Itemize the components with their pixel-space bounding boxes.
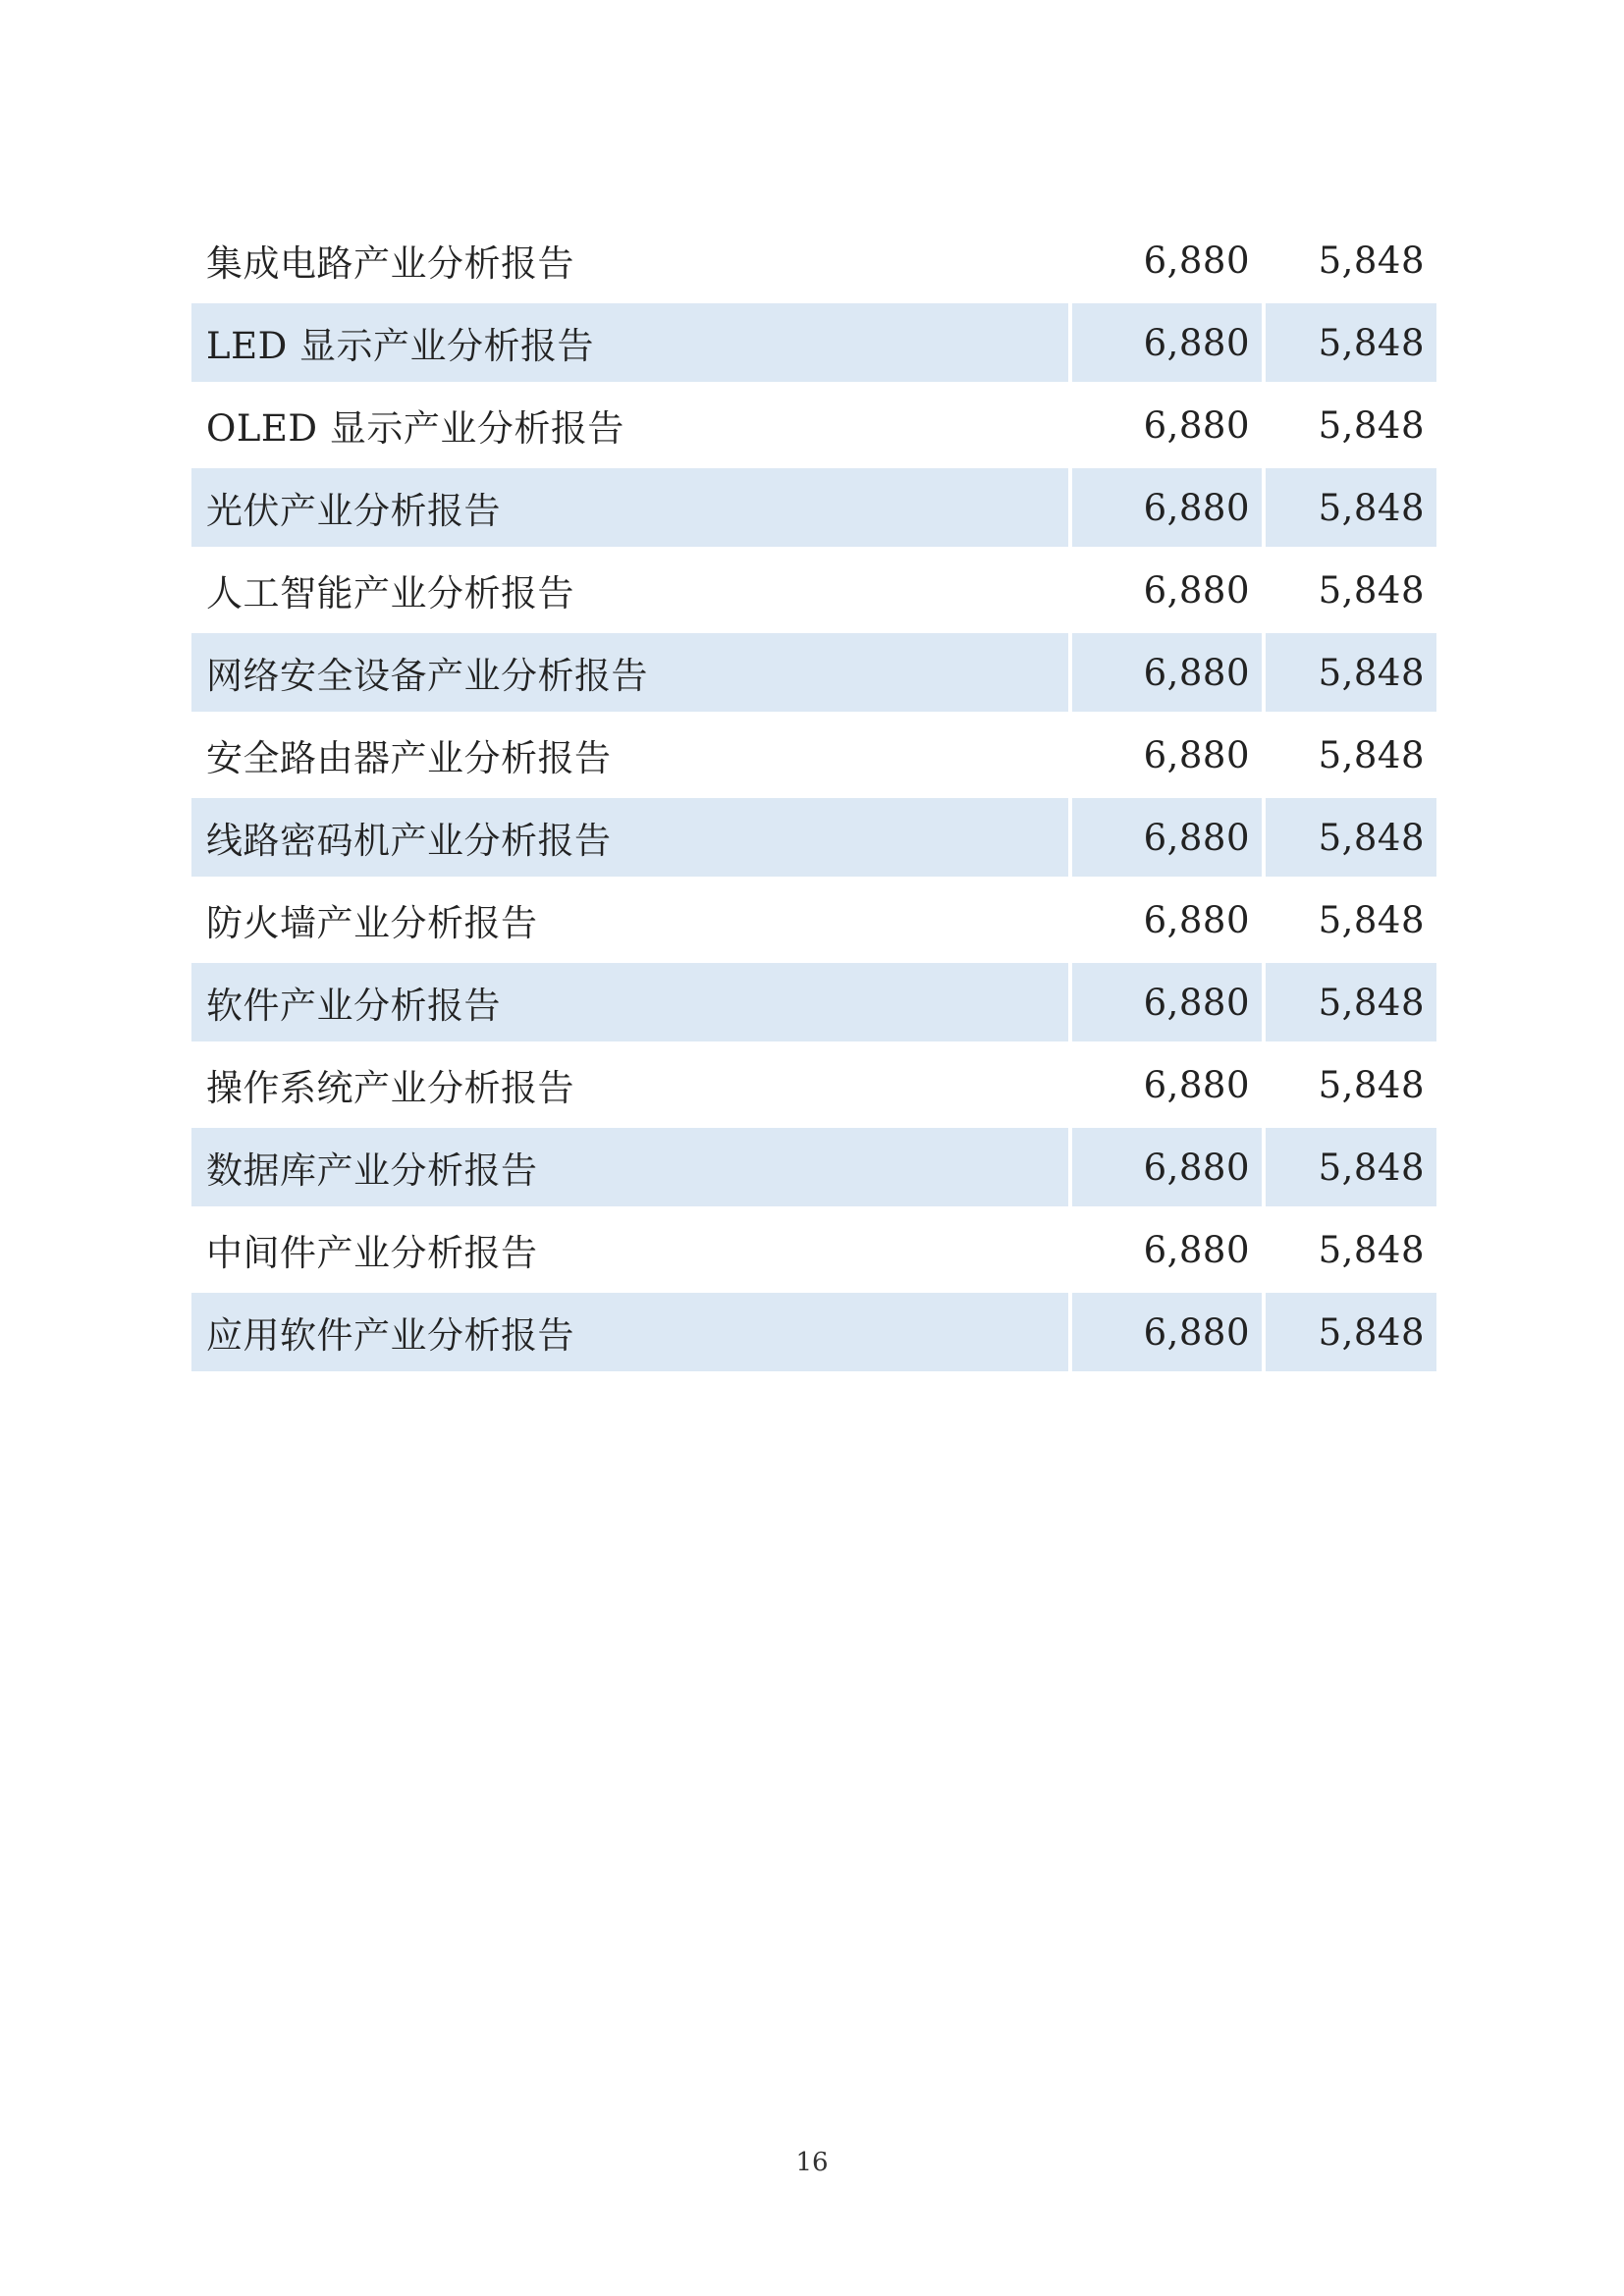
report-name: 操作系统产业分析报告 [206,1067,574,1109]
table-row [191,716,1436,794]
price-cell: 6,880 [1143,1063,1250,1106]
table-row [191,221,1436,299]
table-row [191,1045,1436,1124]
table-row [191,468,1436,547]
price-cell: 6,880 [1072,1293,1262,1371]
price-cell: 6,880 [1072,468,1262,547]
report-name: 光伏产业分析报告 [191,468,1068,547]
page-number: 16 [795,2148,829,2177]
table-row [191,798,1436,877]
table-row [191,551,1436,629]
table-row [191,1210,1436,1289]
discount-price-cell: 5,848 [1318,1063,1425,1106]
discount-price-cell: 5,848 [1266,963,1436,1041]
price-cell: 6,880 [1072,303,1262,382]
discount-price-cell: 5,848 [1266,468,1436,547]
report-name: 数据库产业分析报告 [191,1128,1068,1206]
price-cell: 6,880 [1143,403,1250,447]
price-cell: 6,880 [1143,568,1250,612]
price-cell: 6,880 [1072,963,1262,1041]
discount-price-cell: 5,848 [1266,633,1436,712]
report-name: LED 显示产业分析报告 [191,303,1068,382]
discount-price-cell: 5,848 [1318,1228,1425,1271]
report-name: 应用软件产业分析报告 [191,1293,1068,1371]
report-name: 中间件产业分析报告 [206,1232,538,1274]
price-cell: 6,880 [1072,633,1262,712]
price-cell: 6,880 [1143,733,1250,776]
report-price-table [191,221,1436,1375]
price-cell: 6,880 [1072,1128,1262,1206]
table-row [191,633,1436,712]
report-name: 软件产业分析报告 [191,963,1068,1041]
price-cell: 6,880 [1143,1228,1250,1271]
report-name: 网络安全设备产业分析报告 [191,633,1068,712]
discount-price-cell: 5,848 [1266,1293,1436,1371]
table-row [191,1128,1436,1206]
discount-price-cell: 5,848 [1266,303,1436,382]
report-name: 人工智能产业分析报告 [206,572,574,614]
discount-price-cell: 5,848 [1318,403,1425,447]
table-row [191,963,1436,1041]
discount-price-cell: 5,848 [1318,239,1425,282]
discount-price-cell: 5,848 [1266,798,1436,877]
price-cell: 6,880 [1143,239,1250,282]
table-row [191,881,1436,959]
discount-price-cell: 5,848 [1266,1128,1436,1206]
table-row [191,1293,1436,1371]
price-cell: 6,880 [1143,898,1250,941]
price-cell: 6,880 [1072,798,1262,877]
discount-price-cell: 5,848 [1318,568,1425,612]
report-name: 集成电路产业分析报告 [206,242,574,285]
report-name: 安全路由器产业分析报告 [206,737,612,779]
report-name: 线路密码机产业分析报告 [191,798,1068,877]
report-name: 防火墙产业分析报告 [206,902,538,944]
discount-price-cell: 5,848 [1318,733,1425,776]
report-name: OLED 显示产业分析报告 [206,407,624,450]
table-row [191,303,1436,382]
table-row [191,386,1436,464]
discount-price-cell: 5,848 [1318,898,1425,941]
